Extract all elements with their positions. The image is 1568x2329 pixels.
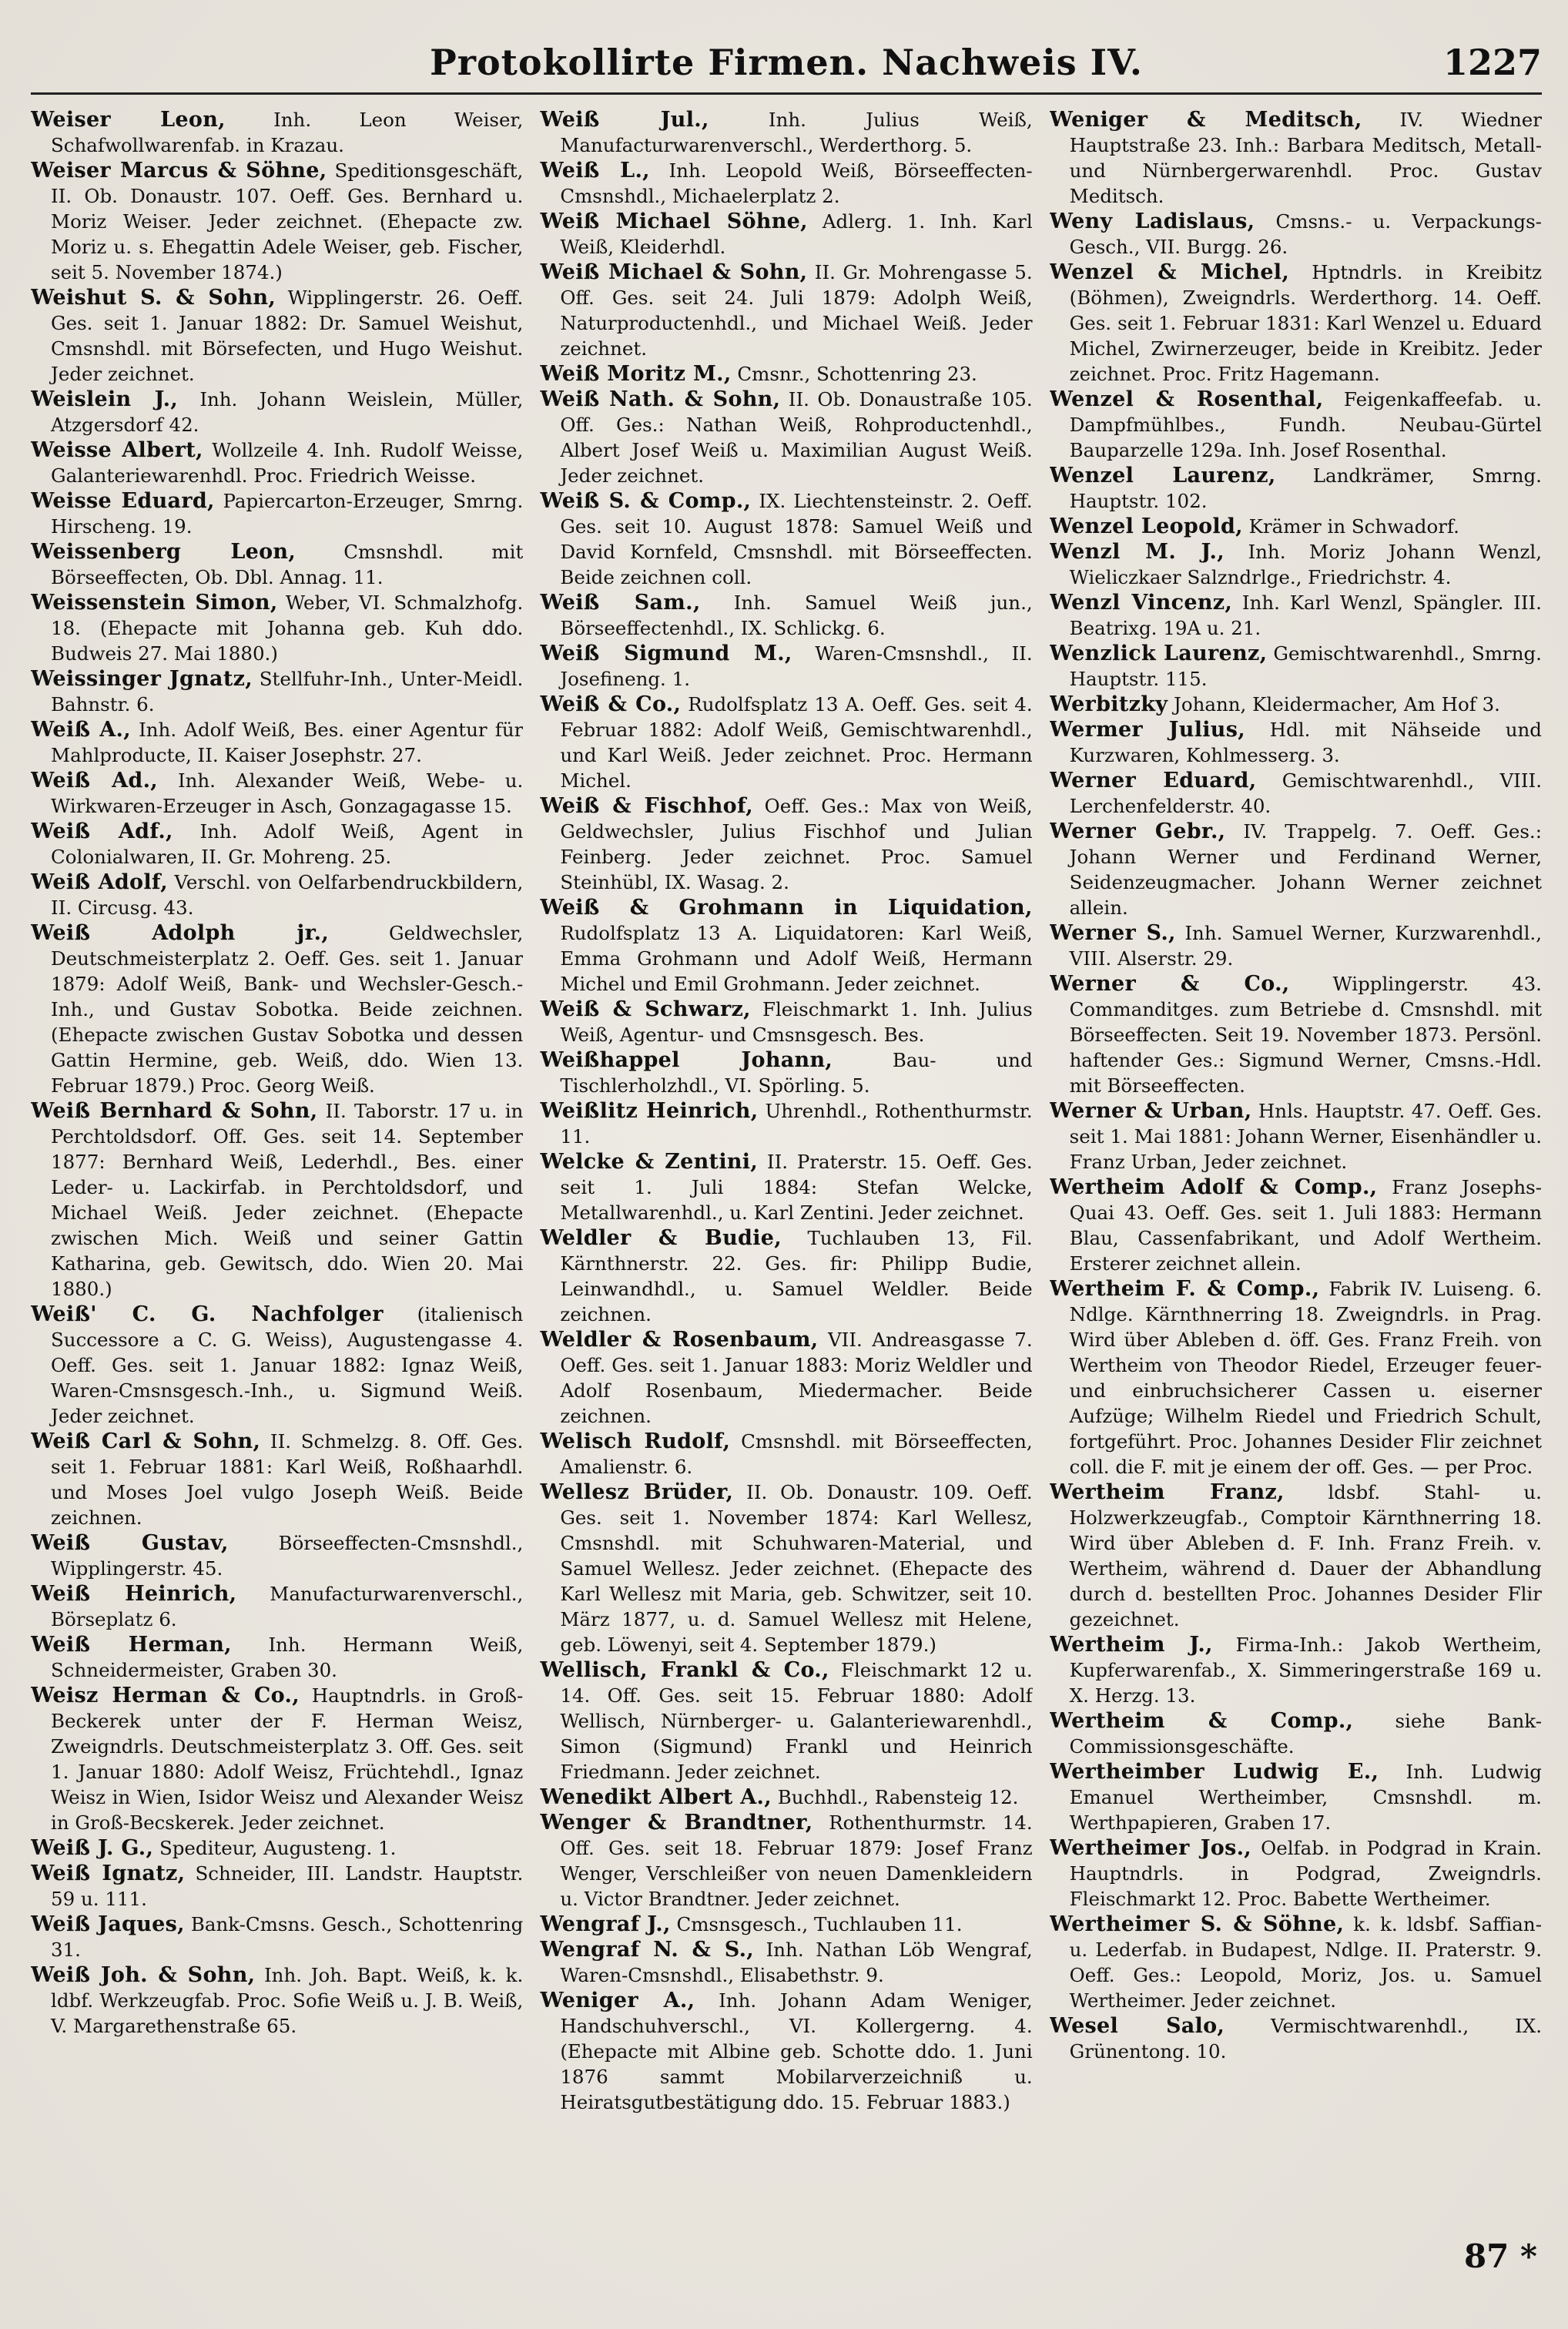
directory-entry <box>540 641 1032 692</box>
directory-entry <box>1050 539 1542 590</box>
firm-details: Fabrik IV. Luiseng. 6. Ndlge. Kärnthnerring 18. Zweigndrls. in Prag. Wird über Ableben d. öff. Ges. Franz Freih. von Wertheim von Theodor Riedel, Erzeuger feuer- und einbruchsicherer Cassen u. eiserner Aufzüge; Wilhelm Riedel und Friedrich Schult, fortgeführt. Proc. Johannes Desider Flir zeichnet coll. die F. mit je einem der off. Ges. — per Proc. <box>1069 1278 1542 1478</box>
directory-entry <box>1050 1708 1542 1759</box>
directory-entry <box>540 793 1032 895</box>
firm-name: Werner & Urban, <box>1049 1099 1252 1123</box>
firm-details: Buchhdl., Rabensteig 12. <box>771 1786 1019 1808</box>
directory-entry <box>540 1657 1032 1784</box>
firm-name: Wenzel Laurenz, <box>1049 464 1276 488</box>
directory-entry <box>1050 1632 1542 1708</box>
column-right <box>1050 107 1542 2256</box>
firm-name: Weiß' C. G. Nachfolger <box>31 1302 384 1326</box>
directory-entry <box>31 1302 523 1429</box>
firm-name: Weiß Gustav, <box>31 1531 229 1555</box>
firm-details: IV. Wiedner Hauptstraße 23. Inh.: Barbara Meditsch, Metall- und Nürnbergerwarenhdl. Proc. Gustav Meditsch. <box>1069 109 1542 207</box>
firm-name: Weiß Jaques, <box>31 1912 185 1936</box>
firm-name: Wertheim Adolf & Comp., <box>1049 1175 1378 1199</box>
directory-entry <box>31 666 523 717</box>
firm-details: Geldwechsler, Deutschmeisterplatz 2. Oeff. Ges. seit 1. Januar 1879: Adolf Weiß, Bank- und Wechsler-Gesch.-Inh., und Gustav Sobotka. Beide zeichnen. (Ehepacte zwischen Gustav Sobotka und dessen Gattin Hermine, geb. Weiß, ddo. Wien 13. Februar 1879.) Proc. Georg Weiß. <box>51 922 524 1097</box>
firm-name: Weiser Leon, <box>31 108 226 132</box>
firm-details: II. Gr. Mohrengasse 5. Off. Ges. seit 24. Juli 1879: Adolph Weiß, Naturproductenhdl., und Michael Weiß. Jeder zeichnet. <box>560 261 1033 360</box>
firm-name: Weiß Carl & Sohn, <box>31 1429 261 1453</box>
directory-entry <box>31 819 523 870</box>
firm-details: Oelfab. in Podgrad in Krain. Hauptndrls. in Podgrad, Zweigndrls. Fleischmarkt 12. Proc. Babette Wertheimer. <box>1069 1837 1542 1910</box>
firm-details: Manufacturwarenverschl., Börseplatz 6. <box>51 1583 524 1630</box>
firm-name: Weissenberg Leon, <box>31 540 297 564</box>
firm-details: Inh. Nathan Löb Wengraf, Waren-Cmsnshdl., Elisabethstr. 9. <box>560 1939 1033 1986</box>
directory-entry <box>540 387 1032 488</box>
firm-name: Weiß Ignatz, <box>31 1862 186 1885</box>
firm-name: Wellisch, Frankl & Co., <box>540 1658 829 1682</box>
firm-name: Weiß Nath. & Sohn, <box>540 387 781 411</box>
firm-name: Wertheim F. & Comp., <box>1049 1277 1320 1301</box>
firm-name: Wesel Salo, <box>1049 2014 1225 2038</box>
directory-entry <box>540 692 1032 793</box>
firm-name: Wenzl M. J., <box>1049 540 1225 564</box>
firm-details: Hptndrls. in Kreibitz (Böhmen), Zweigndrls. Werderthorg. 14. Oeff. Ges. seit 1. Februar 1831: Karl Wenzel u. Eduard Michel, Zwirnerzeuger, beide in Kreibitz. Jeder zeichnet. Proc. Fritz Hagemann. <box>1069 261 1542 385</box>
firm-details: Cmsnsgesch., Tuchlauben 11. <box>670 1913 963 1935</box>
firm-details: Weber, VI. Schmalzhofg. 18. (Ehepacte mit Johanna geb. Kuh ddo. Budweis 27. Mai 1880.) <box>51 591 524 665</box>
firm-name: Wenzel & Rosenthal, <box>1049 387 1324 411</box>
directory-entry <box>540 1149 1032 1225</box>
firm-details: Hauptndrls. in Groß-Beckerek unter der F. Herman Weisz, Zweigndrls. Deutschmeisterplatz 3. Off. Ges. seit 1. Januar 1880: Adolf Weisz, Früchtehdl., Ignaz Weisz in Wien, Isidor Weisz und Alexander Weisz in Groß-Becskerek. Jeder zeichnet. <box>51 1684 524 1834</box>
firm-name: Weiß L., <box>540 159 650 183</box>
firm-details: II. Ob. Donaustraße 105. Off. Ges.: Nathan Weiß, Rohproductenhdl., Albert Josef Weiß u. Maximilian August Weiß. Jeder zeichnet. <box>560 388 1033 487</box>
directory-entry <box>1050 717 1542 768</box>
directory-entry <box>31 158 523 285</box>
directory-entry <box>540 361 1032 387</box>
firm-name: Weiß Sigmund M., <box>540 642 792 665</box>
firm-details: II. Taborstr. 17 u. in Perchtoldsdorf. Off. Ges. seit 14. September 1877: Bernhard Weiß, Lederhdl., Bes. einer Leder- u. Lackirfab. in Perchtoldsdorf, und Michael Weiß. Jeder zeichnet. (Ehepacte zwischen Mich. Weiß und seiner Gattin Katharina, geb. Gewitsch, ddo. Wien 20. Mai 1880.) <box>51 1100 524 1300</box>
firm-details: Inh. Joh. Bapt. Weiß, k. k. ldbf. Werkzeugfab. Proc. Sofie Weiß u. J. B. Weiß, V. Margarethenstraße 65. <box>51 1964 524 2037</box>
firm-name: Weiß Heinrich, <box>31 1582 237 1606</box>
directory-entry <box>1050 463 1542 514</box>
firm-name: Weiß Adolf, <box>31 870 168 894</box>
firm-name: Wellesz Brüder, <box>540 1480 734 1504</box>
firm-name: Wenzlick Laurenz, <box>1049 642 1268 665</box>
directory-entry <box>540 1429 1032 1480</box>
firm-details: Rudolfsplatz 13 A. Oeff. Ges. seit 4. Februar 1882: Adolf Weiß, Gemischtwarenhdl., und Karl Weiß. Jeder zeichnet. Proc. Hermann Michel. <box>560 693 1033 792</box>
firm-details: Waren-Cmsnshdl., II. Josefineng. 1. <box>560 642 1033 690</box>
firm-name: Weiß Adf., <box>31 819 173 843</box>
directory-entry <box>540 260 1032 361</box>
firm-details: Papiercarton-Erzeuger, Smrng. Hirscheng. 19. <box>51 490 524 538</box>
directory-entry <box>540 1480 1032 1657</box>
firm-name: Weiß & Grohmann in Liquidation, <box>540 896 1033 920</box>
firm-name: Werbitzky <box>1049 692 1168 716</box>
directory-entry <box>31 1632 523 1683</box>
directory-entry <box>31 1581 523 1632</box>
firm-name: Weiß Moritz M., <box>540 362 732 386</box>
firm-name: Weishut S. & Sohn, <box>31 286 276 310</box>
directory-entry <box>31 1962 523 2039</box>
directory-entry <box>31 1530 523 1581</box>
column-middle <box>540 107 1032 2256</box>
firm-name: Wenedikt Albert A., <box>540 1785 772 1809</box>
firm-details: VII. Andreasgasse 7. Oeff. Ges. seit 1. Januar 1883: Moriz Weldler und Adolf Rosenbaum, Miedermacher. Beide zeichnen. <box>560 1329 1033 1427</box>
directory-entry <box>31 387 523 437</box>
firm-name: Welcke & Zentini, <box>540 1150 759 1174</box>
firm-name: Wenzl Vincenz, <box>1049 591 1233 615</box>
firm-details: Inh. Alexander Weiß, Webe- u. Wirkwaren-Erzeuger in Asch, Gonzagagasse 15. <box>51 769 524 817</box>
firm-details: Feigenkaffeefab. u. Dampfmühlbes., Fundh. Neubau-Gürtel Bauparzelle 129a. Inh. Josef Rosenthal. <box>1069 388 1542 461</box>
directory-entry <box>31 1912 523 1962</box>
firm-name: Weniger A., <box>540 1989 695 2012</box>
firm-details: Oeff. Ges.: Max von Weiß, Geldwechsler, Julius Fischhof und Julian Feinberg. Jeder zeichnet. Proc. Samuel Steinhübl, IX. Wasag. 2. <box>560 795 1033 893</box>
directory-entry <box>540 488 1032 590</box>
firm-details: Gemischtwarenhdl., Smrng. Hauptstr. 115. <box>1069 642 1542 690</box>
firm-name: Weiß Joh. & Sohn, <box>31 1963 256 1987</box>
directory-entry <box>31 1861 523 1912</box>
firm-name: Weissenstein Simon, <box>31 591 278 615</box>
firm-details: (italienisch Successore a C. G. Weiss), Augustengasse 4. Oeff. Ges. seit 1. Januar 1882: Ignaz Weiß, Waren-Cmsnsgesch.-Inh., u. Sigmund Weiß. Jeder zeichnet. <box>51 1303 524 1427</box>
firm-name: Wenzel & Michel, <box>1049 260 1290 284</box>
firm-details: k. k. ldsbf. Saffian- u. Lederfab. in Budapest, Ndlge. II. Praterstr. 9. Oeff. Ges.: Leopold, Moriz, Jos. u. Samuel Wertheimer. Jeder zeichnet. <box>1069 1913 1542 2012</box>
firm-details: Verschl. von Oelfarbendruckbildern, II. Circusg. 43. <box>51 871 524 919</box>
firm-name: Weiß Bernhard & Sohn, <box>31 1099 318 1123</box>
directory-entry <box>31 768 523 819</box>
firm-name: Weißhappel Johann, <box>540 1048 833 1072</box>
firm-details: Cmsnshdl. mit Börseeffecten, Ob. Dbl. Annag. 11. <box>51 541 524 588</box>
firm-details: Tuchlauben 13, Fil. Kärnthnerstr. 22. Ges. fir: Philipp Budie, Leinwandhdl., u. Samuel Weldler. Beide zeichnen. <box>560 1227 1033 1325</box>
directory-entry <box>540 590 1032 641</box>
firm-details: Firma-Inh.: Jakob Wertheim, Kupferwarenfab., X. Simmeringerstraße 169 u. X. Herzg. 13. <box>1069 1634 1542 1707</box>
firm-name: Wertheim & Comp., <box>1049 1709 1354 1733</box>
directory-entry <box>1050 1912 1542 2013</box>
firm-name: Welisch Rudolf, <box>540 1429 731 1453</box>
firm-details: Adlerg. 1. Inh. Karl Weiß, Kleiderhdl. <box>560 210 1033 258</box>
firm-name: Werner Gebr., <box>1049 819 1226 843</box>
firm-name: Wengraf N. & S., <box>540 1938 754 1962</box>
directory-entry <box>1050 1175 1542 1276</box>
firm-name: Wenzel Leopold, <box>1049 514 1243 538</box>
firm-details: Wollzeile 4. Inh. Rudolf Weisse, Galanteriewarenhdl. Proc. Friedrich Weisse. <box>51 439 524 487</box>
directory-entry <box>31 590 523 666</box>
firm-details: Inh. Johann Adam Weniger, Handschuhverschl., VI. Kollergerng. 4. (Ehepacte mit Albine geb. Schotte ddo. 1. Juni 1876 sammt Mobilarverzeichniß u. Heiratsgutbestätigung ddo. 15. Februar 1883.) <box>560 1989 1033 2113</box>
directory-entry <box>31 1835 523 1861</box>
directory-entry <box>31 488 523 539</box>
firm-details: Inh. Julius Weiß, Manufacturwarenverschl., Werderthorg. 5. <box>560 109 1033 156</box>
firm-details: Inh. Leon Weiser, Schafwollwarenfab. in Krazau. <box>51 109 524 156</box>
firm-details: Cmsnshdl. mit Börseeffecten, Amalienstr. 6. <box>560 1430 1033 1478</box>
firm-name: Weldler & Budie, <box>540 1226 782 1250</box>
firm-name: Weny Ladislaus, <box>1049 209 1255 233</box>
firm-name: Wermer Julius, <box>1049 718 1245 742</box>
firm-details: IX. Liechtensteinstr. 2. Oeff. Ges. seit 10. August 1878: Samuel Weiß und David Kornfeld, Cmsnshdl. mit Börseeffecten. Beide zeichnen coll. <box>560 490 1033 588</box>
firm-name: Weniger & Meditsch, <box>1049 108 1362 132</box>
directory-entry <box>540 1327 1032 1429</box>
firm-name: Weiß Ad., <box>31 769 158 793</box>
firm-details: Inh. Karl Wenzl, Spängler. III. Beatrixg. 19A u. 21. <box>1069 591 1542 639</box>
firm-details: Cmsnr., Schottenring 23. <box>731 363 977 385</box>
firm-name: Wertheimer Jos., <box>1049 1836 1251 1860</box>
directory-entry <box>31 920 523 1098</box>
firm-details: Schneider, III. Landstr. Hauptstr. 59 u. 111. <box>51 1862 524 1910</box>
directory-entry <box>540 1225 1032 1327</box>
firm-name: Weissinger Jgnatz, <box>31 667 253 691</box>
directory-entry <box>1050 692 1542 717</box>
firm-name: Weiß Michael Söhne, <box>540 209 808 233</box>
firm-details: Fleischmarkt 12 u. 14. Off. Ges. seit 15. Februar 1880: Adolf Wellisch, Nürnberger- u. Galanteriewarenhdl., Simon (Sigmund) Frankl und Heinrich Friedmann. Jeder zeichnet. <box>560 1659 1033 1783</box>
firm-details: IV. Trappelg. 7. Oeff. Ges.: Johann Werner und Ferdinand Werner, Seidenzeugmacher. Johann Werner zeichnet allein. <box>1069 820 1542 919</box>
firm-details: Franz Josephs-Quai 43. Oeff. Ges. seit 1. Juli 1883: Hermann Blau, Cassenfabrikant, und Adolf Wertheim. Ersterer zeichnet allein. <box>1069 1176 1542 1275</box>
directory-entry <box>1050 1098 1542 1175</box>
firm-details: Stellfuhr-Inh., Unter-Meidl. Bahnstr. 6. <box>51 668 524 715</box>
firm-name: Wertheim Franz, <box>1049 1480 1285 1504</box>
firm-name: Werner S., <box>1049 921 1176 945</box>
directory-entry <box>1050 971 1542 1098</box>
firm-details: Rudolfsplatz 13 A. Liquidatoren: Karl Weiß, Emma Grohmann und Adolf Weiß, Hermann Michel und Emil Grohmann. Jeder zeichnet. <box>560 922 1033 995</box>
directory-entry <box>1050 920 1542 971</box>
directory-entry <box>540 1937 1032 1988</box>
directory-entry <box>31 285 523 387</box>
directory-entry <box>1050 819 1542 920</box>
directory-entry <box>1050 514 1542 539</box>
firm-name: Wertheim J., <box>1049 1633 1213 1657</box>
directory-entry <box>31 1098 523 1302</box>
firm-name: Wertheimer S. & Söhne, <box>1049 1912 1345 1936</box>
firm-details: ldsbf. Stahl- u. Holzwerkzeugfab., Comptoir Kärnthnerring 18. Wird über Ableben d. F. Inh. Franz Freih. v. Wertheim, während d. Dauer der Abhandlung durch d. bestellten Proc. Johannes Desider Flir gezeichnet. <box>1069 1481 1542 1630</box>
firm-name: Weiß Jul., <box>540 108 709 132</box>
directory-entry <box>540 1047 1032 1098</box>
firm-details: Wipplingerstr. 43. Commanditges. zum Betriebe d. Cmsnshdl. mit Börseeffecten. Seit 19. November 1873. Persönl. haftender Ges.: Sigmund Werner, Cmsns.-Hdl. mit Börseeffecten. <box>1069 973 1542 1097</box>
directory-entry <box>1050 1480 1542 1632</box>
directory-entry <box>540 1988 1032 2115</box>
directory-entry <box>1050 641 1542 692</box>
firm-details: II. Praterstr. 15. Oeff. Ges. seit 1. Juli 1884: Stefan Welcke, Metallwarenhdl., u. Karl Zentini. Jeder zeichnet. <box>560 1151 1033 1224</box>
firm-details: Vermischtwarenhdl., IX. Grünentong. 10. <box>1069 2015 1542 2063</box>
firm-details: Hdl. mit Nähseide und Kurzwaren, Kohlmesserg. 3. <box>1069 719 1542 766</box>
firm-details: II. Ob. Donaustr. 109. Oeff. Ges. seit 1. November 1874: Karl Wellesz, Cmsnshdl. mit Schuhwaren-Material, und Samuel Wellesz. Jeder zeichnet. (Ehepacte des Karl Wellesz mit Maria, geb. Schwitzer, seit 10. März 1877, u. d. Samuel Wellesz mit Helene, geb. Löwenyi, seit 4. September 1879.) <box>560 1481 1033 1656</box>
firm-name: Weislein J., <box>31 387 179 411</box>
firm-name: Weiß & Fischhof, <box>540 794 753 818</box>
directory-entry <box>1050 387 1542 463</box>
firm-name: Weisz Herman & Co., <box>31 1684 300 1707</box>
firm-name: Werner Eduard, <box>1049 769 1257 793</box>
directory-entry <box>31 437 523 488</box>
firm-details: Fleischmarkt 1. Inh. Julius Weiß, Agentur- und Cmsnsgesch. Bes. <box>560 998 1033 1046</box>
directory-entry <box>1050 2013 1542 2064</box>
directory-entry <box>540 1784 1032 1810</box>
directory-entry <box>1050 260 1542 387</box>
firm-details: Krämer in Schwadorf. <box>1242 515 1459 538</box>
firm-details: Inh. Johann Weislein, Müller, Atzgersdorf 42. <box>51 388 524 436</box>
firm-details: Gemischtwarenhdl., VIII. Lerchenfelderstr. 40. <box>1069 769 1542 817</box>
firm-name: Weiß Sam., <box>540 591 701 615</box>
firm-details: Inh. Samuel Weiß jun., Börseeffectenhdl., IX. Schlickg. 6. <box>560 591 1033 639</box>
directory-entry <box>1050 209 1542 260</box>
directory-entry <box>31 1683 523 1835</box>
directory-entry <box>31 1429 523 1530</box>
firm-name: Weiß Adolph jr., <box>31 921 330 945</box>
firm-name: Weiser Marcus & Söhne, <box>31 159 327 183</box>
firm-name: Wenger & Brandtner, <box>540 1811 813 1835</box>
firm-name: Weiß A., <box>31 718 131 742</box>
directory-entry <box>540 1912 1032 1937</box>
page-number: 1227 <box>1442 42 1542 83</box>
firm-name: Wengraf J., <box>540 1912 671 1936</box>
firm-details: II. Schmelzg. 8. Off. Ges. seit 1. Februar 1881: Karl Weiß, Roßhaarhdl. und Moses Joel vulgo Joseph Weiß. Beide zeichnen. <box>51 1430 524 1529</box>
directory-entry <box>540 158 1032 209</box>
columns <box>31 107 1542 2256</box>
directory-entry <box>1050 768 1542 819</box>
firm-details: Johann, Kleidermacher, Am Hof 3. <box>1168 693 1500 715</box>
firm-details: siehe Bank-Commissionsgeschäfte. <box>1069 1710 1542 1758</box>
directory-entry <box>31 717 523 768</box>
firm-details: Inh. Moriz Johann Wenzl, Wieliczkaer Salzndrlge., Friedrichstr. 4. <box>1069 541 1542 588</box>
directory-entry <box>540 997 1032 1047</box>
directory-entry <box>31 870 523 920</box>
firm-details: Bank-Cmsns. Gesch., Schottenring 31. <box>51 1913 524 1961</box>
directory-entry <box>31 539 523 590</box>
directory-entry <box>540 107 1032 158</box>
page-header <box>31 39 1542 95</box>
firm-details: Speditionsgeschäft, II. Ob. Donaustr. 107. Oeff. Ges. Bernhard u. Moriz Weiser. Jeder zeichnet. (Ehepacte zw. Moriz u. s. Ehegattin Adele Weiser, geb. Fischer, seit 5. November 1874.) <box>51 159 524 283</box>
firm-details: Börseeffecten-Cmsnshdl., Wipplingerstr. 45. <box>51 1532 524 1580</box>
directory-entry <box>1050 1276 1542 1480</box>
firm-name: Werner & Co., <box>1049 972 1290 996</box>
firm-details: Spediteur, Augusteng. 1. <box>153 1837 397 1859</box>
firm-name: Weiß Michael & Sohn, <box>540 260 808 284</box>
firm-details: Uhrenhdl., Rothenthurmstr. 11. <box>560 1100 1033 1148</box>
firm-details: Rothenthurmstr. 14. Off. Ges. seit 18. Februar 1879: Josef Franz Wenger, Verschleißer von neuen Damenkleidern u. Victor Brandtner. Jeder zeichnet. <box>560 1811 1033 1910</box>
firm-details: Inh. Adolf Weiß, Agent in Colonialwaren, II. Gr. Mohreng. 25. <box>51 820 524 868</box>
firm-name: Wertheimber Ludwig E., <box>1049 1760 1379 1784</box>
firm-details: Wipplingerstr. 26. Oeff. Ges. seit 1. Januar 1882: Dr. Samuel Weishut, Cmsnshdl. mit Börsefecten, und Hugo Weishut. Jeder zeichnet. <box>51 287 524 385</box>
firm-details: Inh. Samuel Werner, Kurzwarenhdl., VIII. Alserstr. 29. <box>1069 922 1542 970</box>
directory-entry <box>540 1810 1032 1912</box>
signature-mark: 87 * <box>1463 2237 1537 2275</box>
directory-entry <box>1050 107 1542 209</box>
directory-entry <box>31 107 523 158</box>
firm-details: Inh. Leopold Weiß, Börseeffecten-Cmsnshdl., Michaelerplatz 2. <box>560 159 1033 207</box>
firm-name: Weiß Herman, <box>31 1633 232 1657</box>
firm-name: Weiß J. G., <box>31 1836 154 1860</box>
directory-entry <box>1050 1759 1542 1835</box>
page-title: Protokollirte Firmen. Nachweis IV. <box>430 42 1143 83</box>
firm-name: Weiß & Schwarz, <box>540 997 751 1021</box>
firm-name: Weisse Albert, <box>31 438 203 462</box>
directory-entry <box>1050 1835 1542 1912</box>
firm-details: Inh. Ludwig Emanuel Wertheimber, Cmsnshdl. m. Werthpapieren, Graben 17. <box>1069 1761 1542 1834</box>
firm-name: Weldler & Rosenbaum, <box>540 1328 819 1352</box>
directory-entry <box>540 1098 1032 1149</box>
firm-details: Inh. Hermann Weiß, Schneidermeister, Graben 30. <box>51 1634 524 1681</box>
firm-name: Weisse Eduard, <box>31 489 215 513</box>
column-left <box>31 107 523 2256</box>
firm-name: Weiß & Co., <box>540 692 682 716</box>
firm-name: Weiß S. & Comp., <box>540 489 752 513</box>
firm-details: Cmsns.- u. Verpackungs-Gesch., VII. Burgg. 26. <box>1069 210 1542 258</box>
firm-name: Weißlitz Heinrich, <box>540 1099 759 1123</box>
directory-entry <box>540 895 1032 997</box>
directory-entry <box>1050 590 1542 641</box>
firm-details: Inh. Adolf Weiß, Bes. einer Agentur für Mahlproducte, II. Kaiser Josephstr. 27. <box>51 719 524 766</box>
firm-details: Landkrämer, Smrng. Hauptstr. 102. <box>1069 464 1542 512</box>
firm-details: Bau- und Tischlerholzhdl., VI. Spörling. 5. <box>560 1049 1033 1097</box>
directory-entry <box>540 209 1032 260</box>
firm-details: Hnls. Hauptstr. 47. Oeff. Ges. seit 1. Mai 1881: Johann Werner, Eisenhändler u. Franz Urban, Jeder zeichnet. <box>1069 1100 1542 1173</box>
